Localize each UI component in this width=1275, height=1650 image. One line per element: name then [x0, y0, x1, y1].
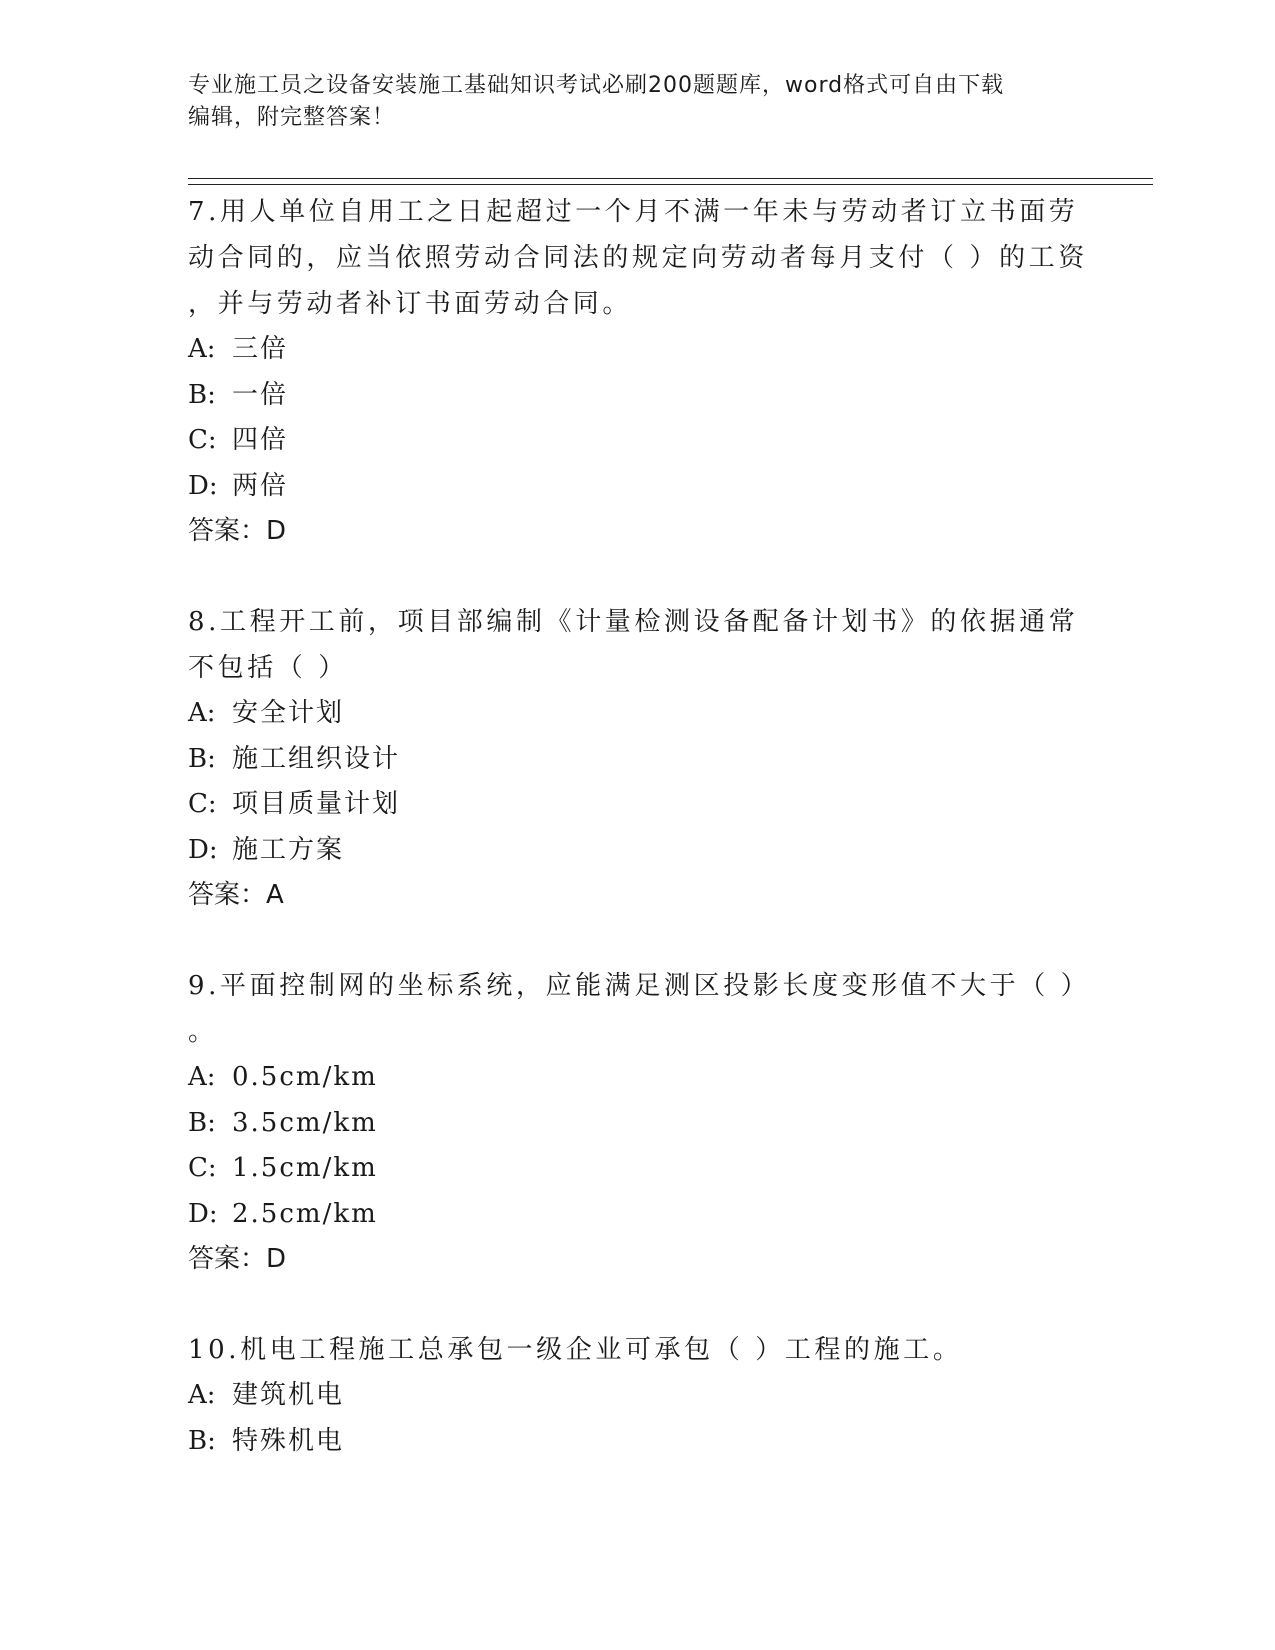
option-letter: B:: [188, 1425, 216, 1456]
option-letter: C:: [188, 1153, 217, 1183]
option-letter: B:: [188, 1107, 216, 1138]
option-letter: D:: [188, 470, 218, 501]
question-block: [188, 189, 1088, 554]
answer-option: [188, 418, 1088, 464]
option-letter: A:: [188, 698, 216, 728]
question-block: [188, 963, 1091, 1282]
option-text: 项目质量计划: [232, 789, 401, 819]
answer-option: [188, 1055, 1088, 1101]
answer-option: [188, 782, 1088, 828]
answer-option: [188, 1373, 1088, 1419]
option-text: 0.5cm/km: [232, 1062, 378, 1092]
answer-option: [188, 1192, 1088, 1238]
header-line-1: 专业施工员之设备安装施工基础知识考试必刷200题题库，word格式可自由下载: [188, 73, 1005, 98]
document-header: [188, 70, 1068, 134]
option-letter: C:: [188, 789, 217, 819]
option-letter: B:: [188, 379, 216, 410]
answer-option: [188, 464, 1088, 510]
option-text: 四倍: [232, 425, 289, 455]
answer-option: [188, 327, 1088, 373]
option-text: 三倍: [232, 334, 289, 364]
option-letter: A:: [188, 1062, 216, 1092]
question-list: [188, 189, 1091, 1509]
option-letter: D:: [188, 834, 218, 865]
answer-option: [188, 1419, 1088, 1465]
option-text: 安全计划: [232, 698, 345, 728]
answer-key: 答案：A: [188, 880, 284, 910]
header-line-2: 编辑，附完整答案！: [188, 105, 396, 130]
question-block: [188, 599, 1088, 918]
option-letter: C:: [188, 425, 217, 455]
option-text: 施工方案: [232, 834, 345, 865]
header-divider-bottom: [188, 184, 1153, 185]
option-letter: B:: [188, 743, 216, 774]
answer-option: [188, 828, 1088, 874]
option-letter: A:: [188, 334, 216, 364]
question-stem-line: 9.平面控制网的坐标系统，应能满足测区投影长度变形值不大于（ ）: [188, 971, 1091, 1001]
option-text: 2.5cm/km: [232, 1198, 378, 1229]
header-divider-top: [188, 178, 1153, 179]
option-text: 特殊机电: [232, 1425, 345, 1456]
question-stem-line: 8.工程开工前，项目部编制《计量检测设备配备计划书》的依据通常: [188, 607, 1079, 637]
question-stem-line: 10.机电工程施工总承包一级企业可承包（ ）工程的施工。: [188, 1335, 963, 1365]
question-stem-line: 7.用人单位自用工之日起超过一个月不满一年未与劳动者订立书面劳: [188, 197, 1079, 227]
answer-key: 答案：D: [188, 516, 287, 546]
option-text: 3.5cm/km: [232, 1107, 378, 1138]
question-stem-line: 。: [188, 1017, 218, 1047]
answer-option: [188, 691, 1088, 737]
option-text: 建筑机电: [232, 1380, 345, 1410]
option-text: 两倍: [232, 470, 289, 501]
answer-option: [188, 373, 1088, 419]
answer-option: [188, 1101, 1088, 1147]
option-text: 1.5cm/km: [232, 1153, 378, 1183]
question-stem-line: 动合同的，应当依照劳动合同法的规定向劳动者每月支付（ ）的工资: [188, 243, 1088, 273]
answer-option: [188, 737, 1088, 783]
option-letter: A:: [188, 1380, 216, 1410]
question-block: [188, 1327, 1088, 1464]
option-letter: D:: [188, 1198, 218, 1229]
question-stem-line: ，并与劳动者补订书面劳动合同。: [188, 289, 633, 319]
option-text: 施工组织设计: [232, 743, 401, 774]
answer-option: [188, 1146, 1088, 1192]
answer-key: 答案：D: [188, 1244, 287, 1274]
question-stem-line: 不包括（ ）: [188, 653, 348, 683]
option-text: 一倍: [232, 379, 289, 410]
